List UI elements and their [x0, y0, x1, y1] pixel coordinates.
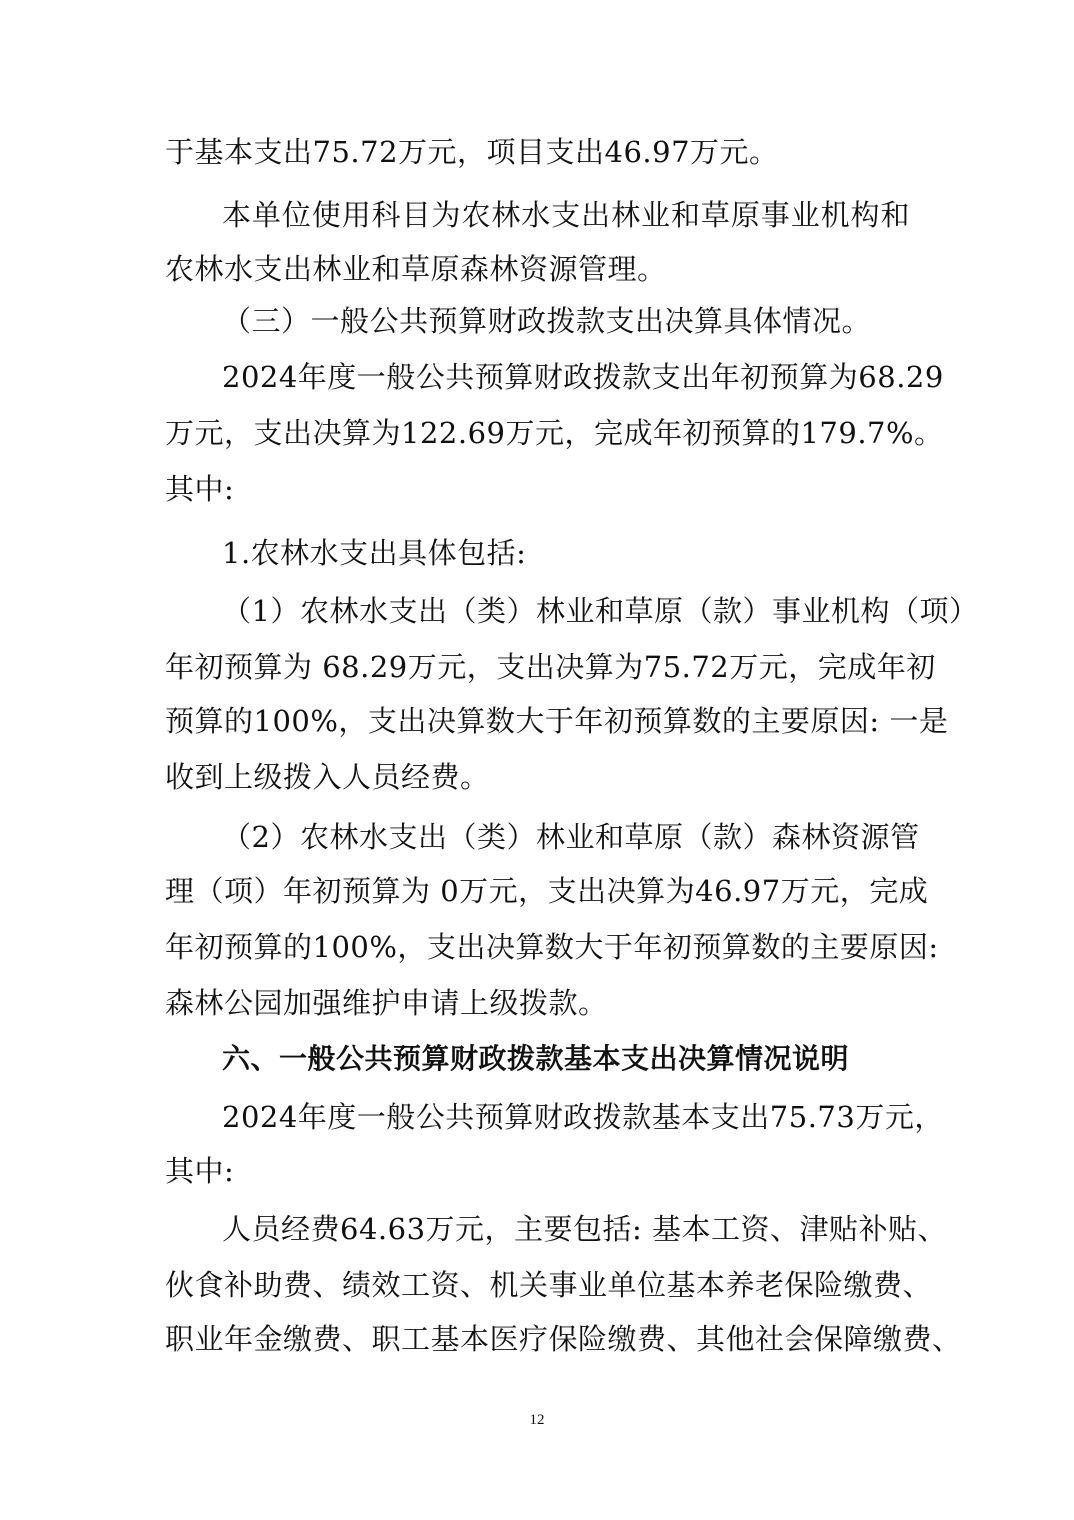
paragraph-line: 预算的100%，支出决算数大于年初预算数的主要原因: 一是	[165, 704, 949, 738]
paragraph-line: 伙食补助费、绩效工资、机关事业单位基本养老保险缴费、	[165, 1268, 933, 1302]
page-number: 12	[529, 1412, 545, 1428]
paragraph-line: （2）农林水支出（类）林业和草原（款）森林资源管	[222, 820, 920, 854]
paragraph-line: 人员经费64.63万元，主要包括: 基本工资、津贴补贴、	[222, 1212, 948, 1246]
paragraph-line: 年初预算为 68.29万元，支出决算为75.72万元，完成年初	[165, 650, 936, 684]
paragraph-line: 其中:	[165, 1154, 235, 1188]
paragraph-line: 2024年度一般公共预算财政拨款支出年初预算为68.29	[222, 360, 944, 394]
paragraph-line: 2024年度一般公共预算财政拨款基本支出75.73万元，	[222, 1100, 944, 1134]
paragraph-line: 理（项）年初预算为 0万元，支出决算为46.97万元，完成	[165, 874, 929, 908]
paragraph-line: 其中:	[165, 472, 235, 506]
paragraph-line: 农林水支出林业和草原森林资源管理。	[165, 252, 667, 286]
paragraph-line: 职业年金缴费、职工基本医疗保险缴费、其他社会保障缴费、	[165, 1322, 962, 1356]
paragraph-line: （1）农林水支出（类）林业和草原（款）事业机构（项）	[222, 594, 979, 628]
paragraph-line: 森林公园加强维护申请上级拨款。	[165, 986, 608, 1020]
section-heading: 六、一般公共预算财政拨款基本支出决算情况说明	[222, 1042, 850, 1075]
list-heading: 1.农林水支出具体包括:	[222, 536, 527, 570]
paragraph-line: 收到上级拨入人员经费。	[165, 760, 490, 794]
section-subheading: （三）一般公共预算财政拨款支出决算具体情况。	[222, 304, 872, 338]
paragraph-line: 年初预算的100%，支出决算数大于年初预算数的主要原因:	[165, 930, 939, 964]
paragraph-line: 本单位使用科目为农林水支出林业和草原事业机构和	[222, 198, 910, 232]
paragraph-line: 万元，支出决算为122.69万元，完成年初预算的179.7%。	[165, 416, 944, 450]
paragraph-line: 于基本支出75.72万元，项目支出46.97万元。	[165, 135, 779, 169]
